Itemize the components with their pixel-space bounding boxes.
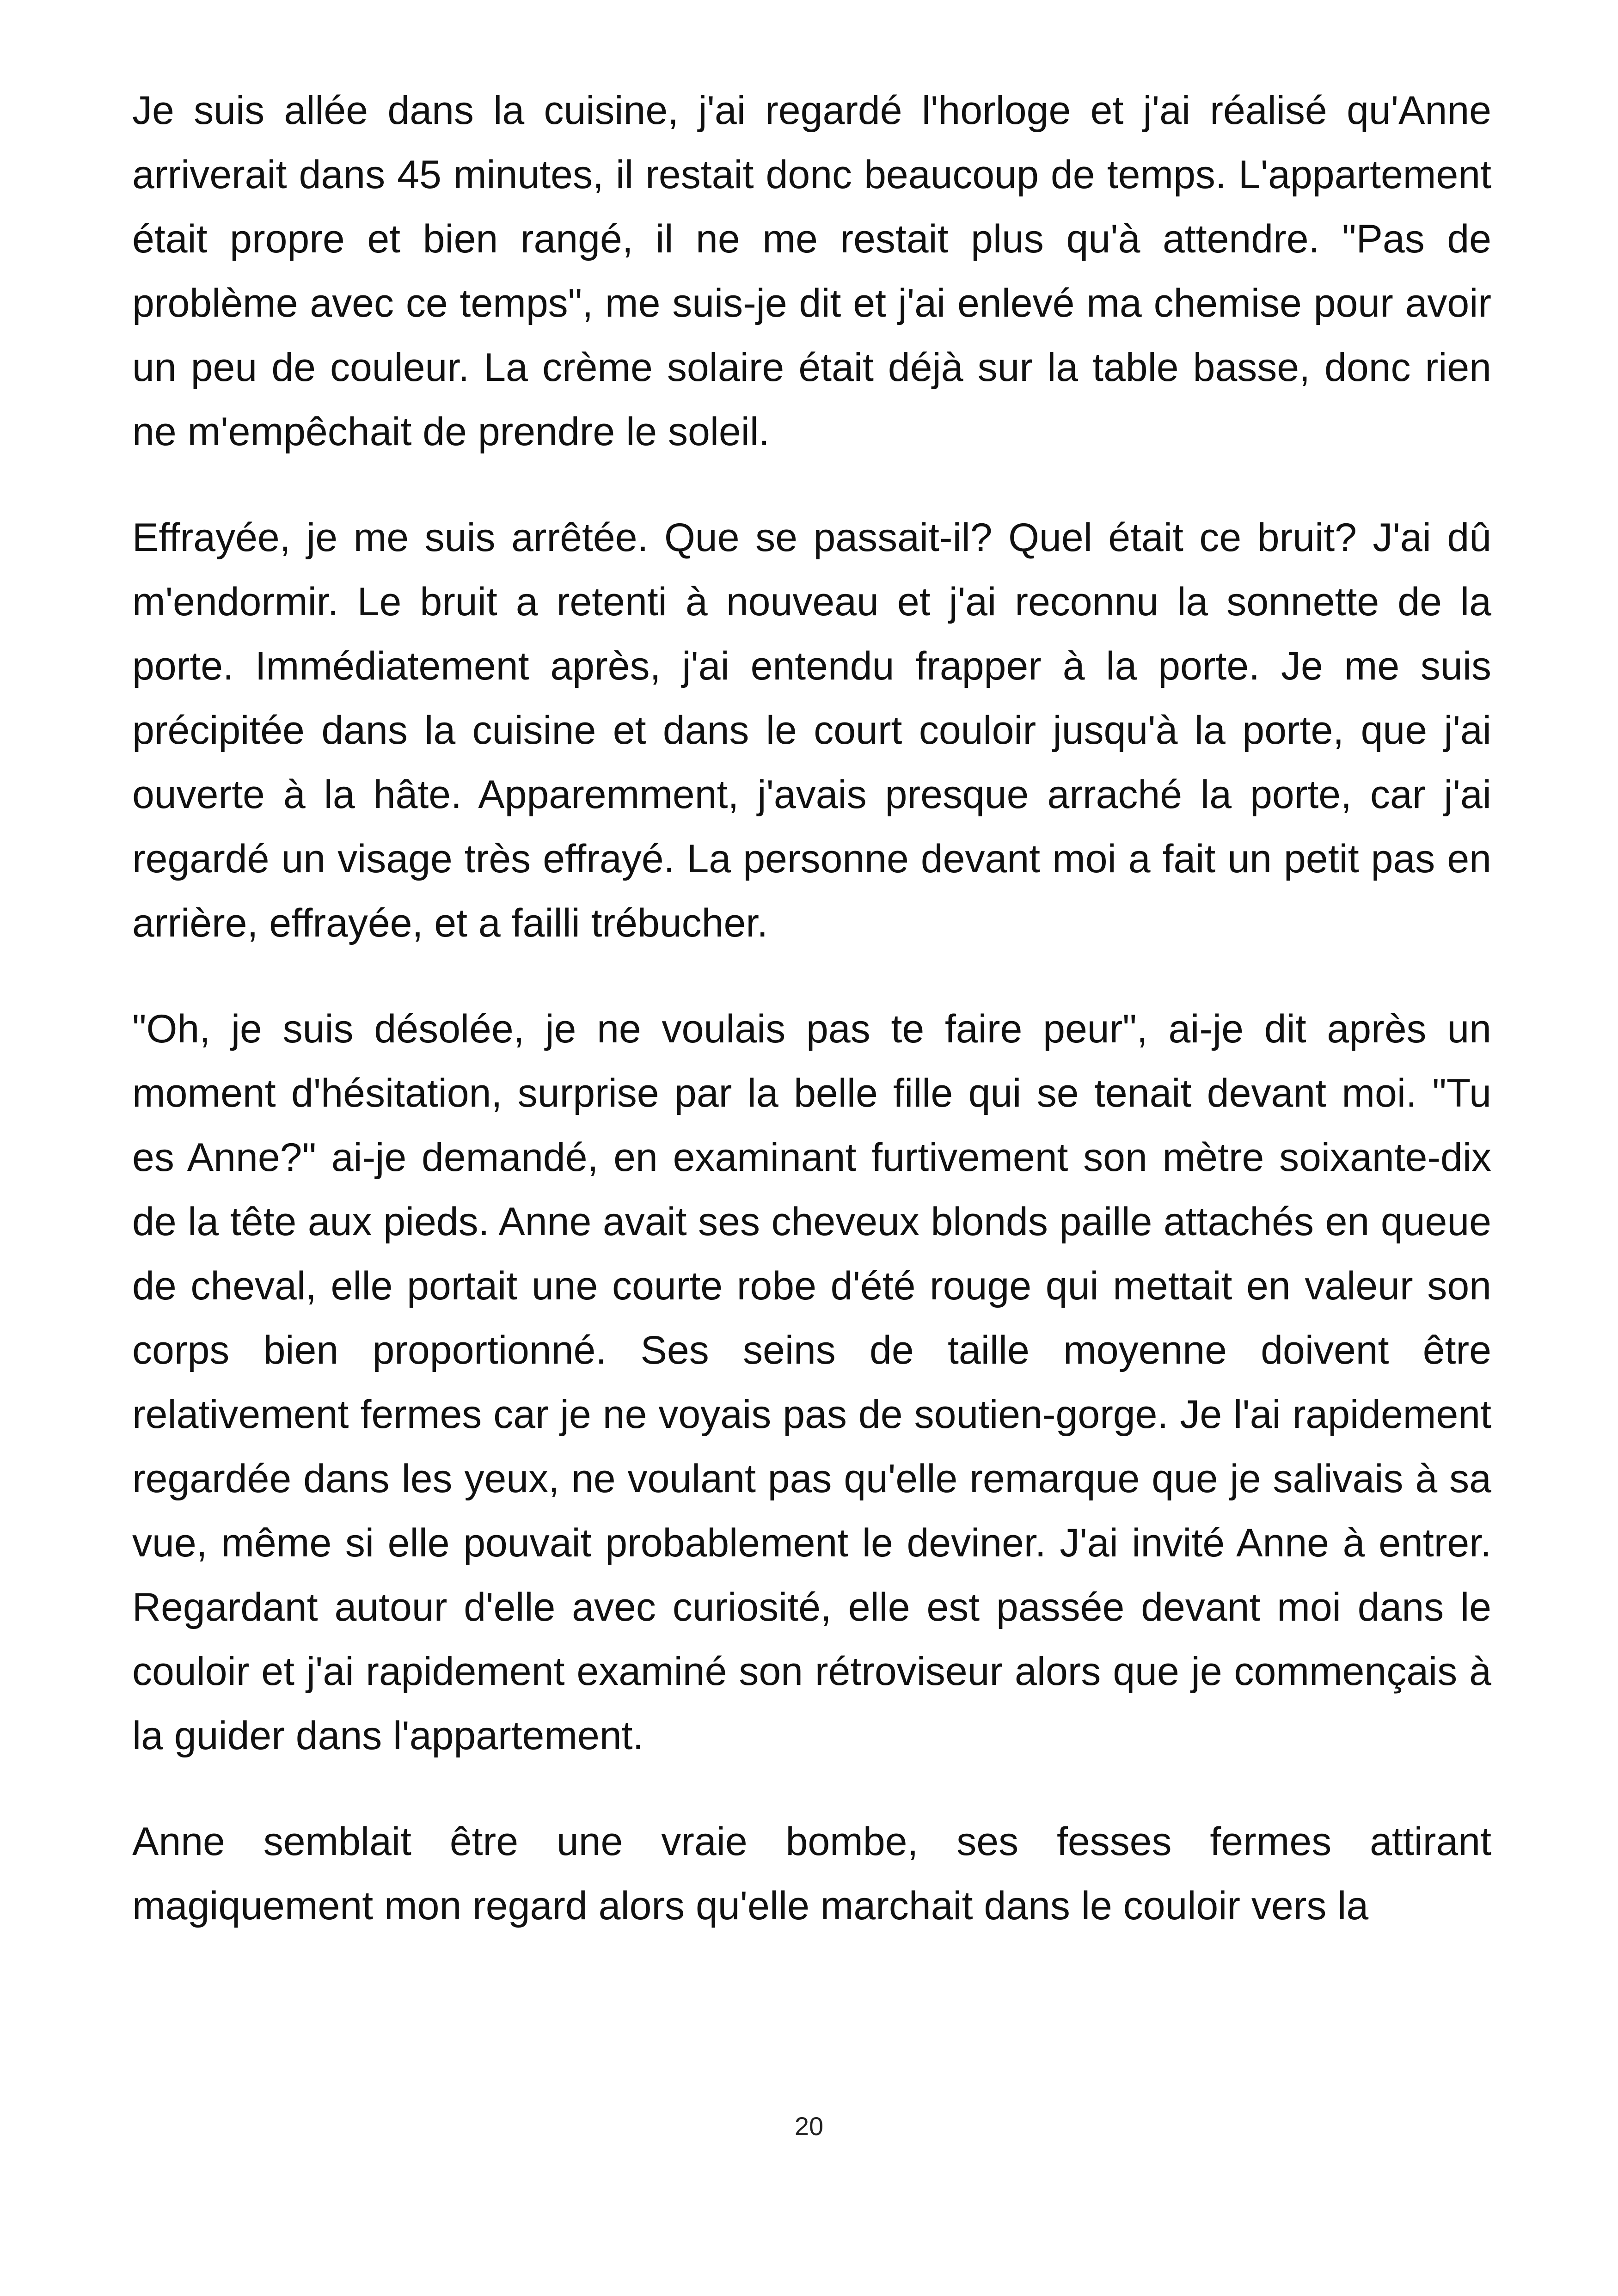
paragraph-4: Anne semblait être une vraie bombe, ses fesses fermes attirant magiquement mon regard alors qu'elle marchait dans le couloir vers la bbox=[132, 1819, 1491, 1928]
paragraph-2: Effrayée, je me suis arrêtée. Que se passait-il? Quel était ce bruit? J'ai dû m'endormir. Le bruit a retenti à nouveau et j'ai reconnu la sonnette de la porte. Immédiatement après, j'ai entendu frapper à la porte. Je me suis précipitée dans la cuisine et dans le court couloir jusqu'à la porte, que j'ai ouverte à la hâte. Apparemment, j'avais presque arraché la porte, car j'ai regardé un visage très effrayé. La personne devant moi a fait un petit pas en arrière, effrayée, et a failli trébucher. bbox=[132, 515, 1491, 945]
paragraph-1: Je suis allée dans la cuisine, j'ai regardé l'horloge et j'ai réalisé qu'Anne arriverait dans 45 minutes, il restait donc beaucoup de temps. L'appartement était propre et bien rangé, il ne me restait plus qu'à attendre. "Pas de problème avec ce temps", me suis-je dit et j'ai enlevé ma chemise pour avoir un peu de couleur. La crème solaire était déjà sur la table basse, donc rien ne m'empêchait de prendre le soleil. bbox=[132, 88, 1491, 454]
body-text bbox=[132, 79, 1491, 1938]
page-number: 20 bbox=[794, 2112, 824, 2141]
paragraph-3: "Oh, je suis désolée, je ne voulais pas te faire peur", ai-je dit après un moment d'hésitation, surprise par la belle fille qui se tenait devant moi. "Tu es Anne?" ai-je demandé, en examinant furtivement son mètre soixante-dix de la tête aux pieds. Anne avait ses cheveux blonds paille attachés en queue de cheval, elle portait une courte robe d'été rouge qui mettait en valeur son corps bien proportionné. Ses seins de taille moyenne doivent être relativement fermes car je ne voyais pas de soutien-gorge. Je l'ai rapidement regardée dans les yeux, ne voulant pas qu'elle remarque que je salivais à sa vue, même si elle pouvait probablement le deviner. J'ai invité Anne à entrer. Regardant autour d'elle avec curiosité, elle est passée devant moi dans le couloir et j'ai rapidement examiné son rétroviseur alors que je commençais à la guider dans l'appartement. bbox=[132, 1007, 1491, 1758]
